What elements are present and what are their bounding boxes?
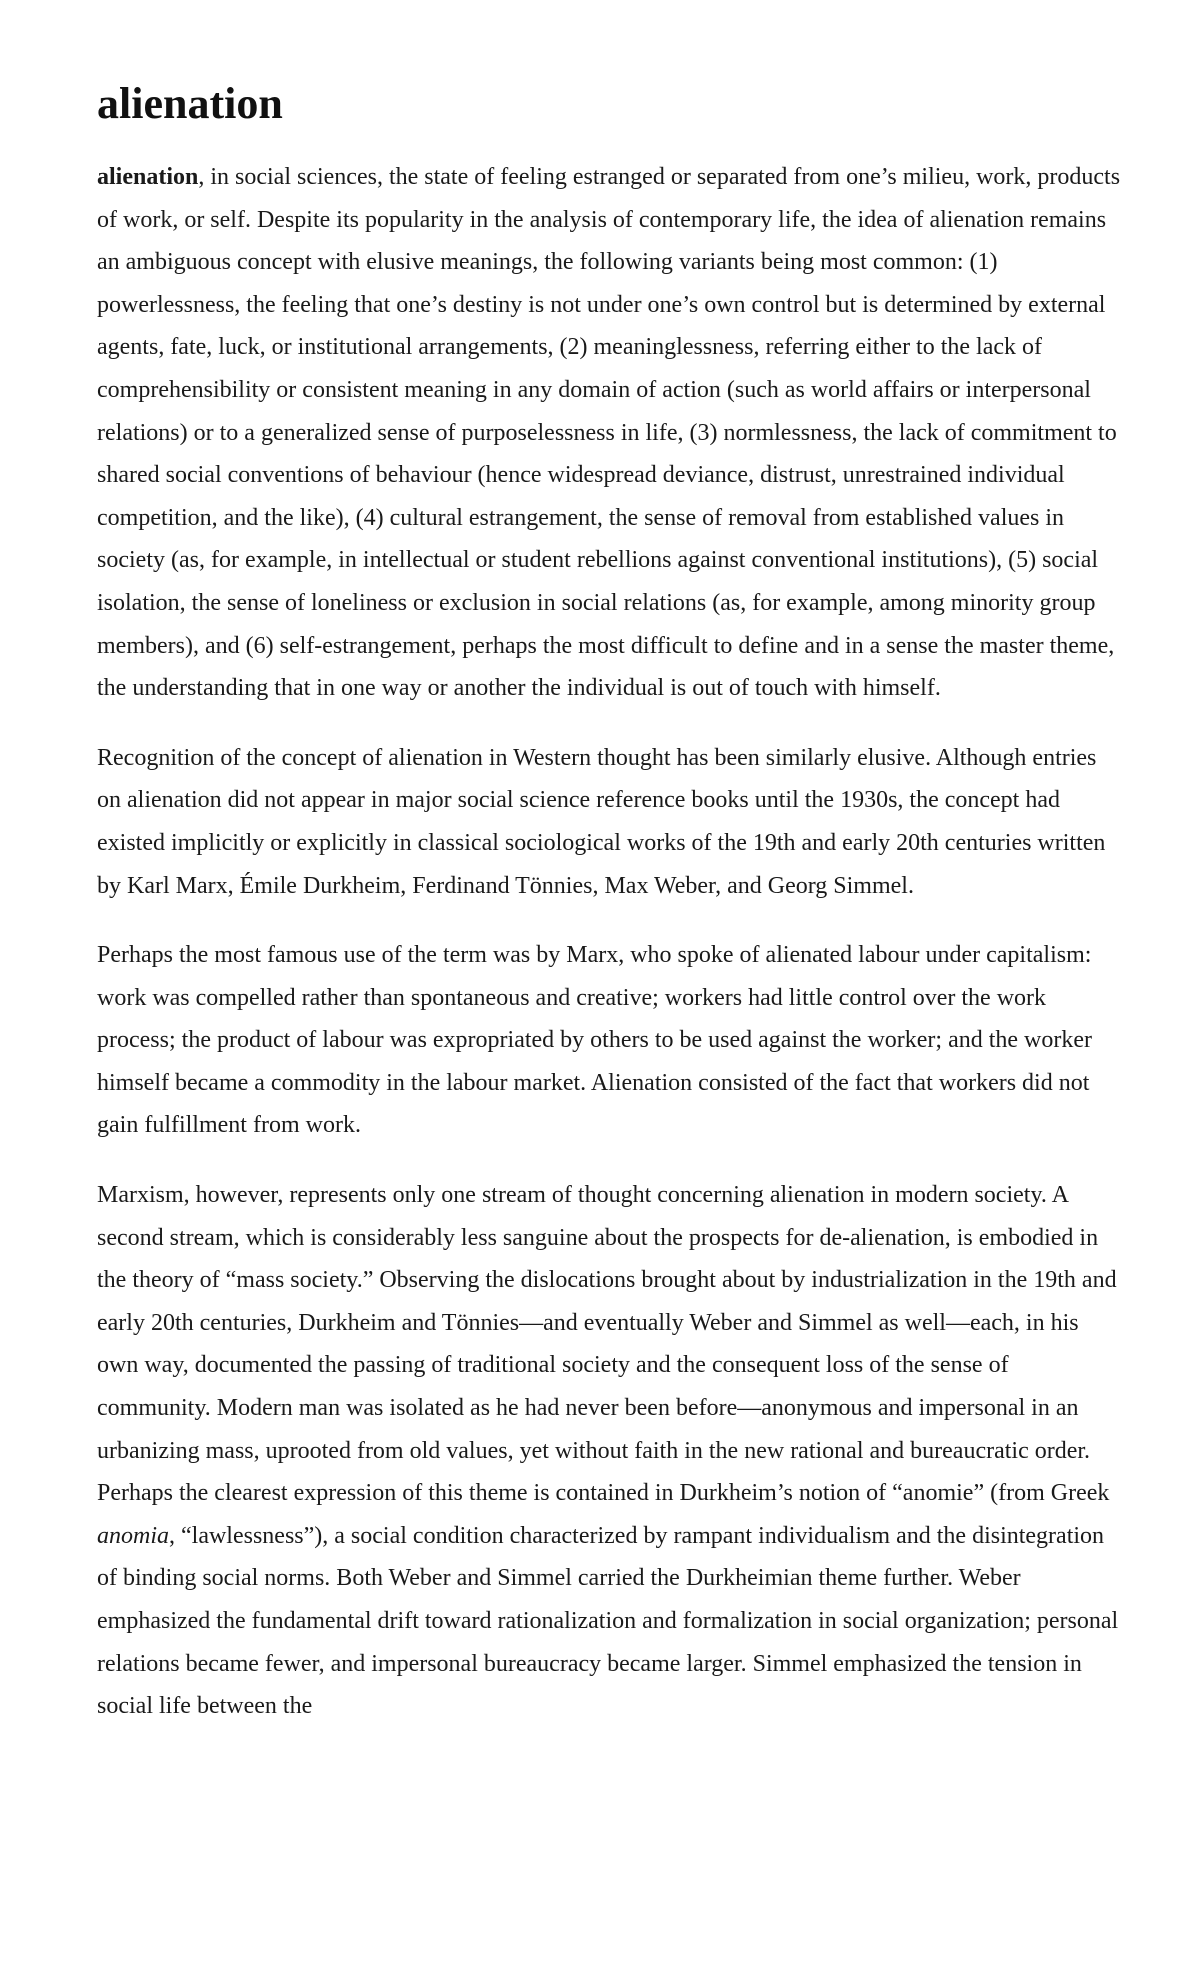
article-title: alienation (97, 79, 283, 128)
paragraph-text: , in social sciences, the state of feeling estranged or separated from one’s milieu, work, products of work, or self. Despite its popularity in the analysis of contemporary life, the idea of alienation remains an ambiguous concept with elusive meanings, the following variants being most common: (1) powerlessness, the feeling that one’s destiny is not under one’s own control but is determined by external agents, fate, luck, or institutional arrangements, (2) meaninglessness, referring either to the lack of comprehensibility or consistent meaning in any domain of action (such as world affairs or interpersonal relations) or to a generalized sense of purposelessness in life, (3) normlessness, the lack of commitment to shared social conventions of behaviour (hence widespread deviance, distrust, unrestrained individual competition, and the like), (4) cultural estrangement, the sense of removal from established values in society (as, for example, in intellectual or student rebellions against conventional institutions), (5) social isolation, the sense of loneliness or exclusion in social relations (as, for example, among minority group members), and (6) self-estrangement, perhaps the most difficult to define and in a sense the master theme, the understanding that in one way or another the individual is out of touch with himself. (97, 164, 1121, 702)
paragraph-text-before: Marxism, however, represents only one stream of thought concerning alienation in modern society. A second stream, which is considerably less sanguine about the prospects for de-alienation, is embodied in the theory of “mass society.” Observing the dislocations brought about by industrialization in the 19th and early 20th centuries, Durkheim and Tönnies—and eventually Weber and Simmel as well—each, in his own way, documented the passing of traditional society and the consequent loss of the sense of community. Modern man was isolated as he had never been before—anonymous and impersonal in an urbanizing mass, uprooted from old values, yet without faith in the new rational and bureaucratic order. Perhaps the clearest expression of this theme is contained in Durkheim’s notion of “anomie” (from Greek (97, 1182, 1117, 1507)
paragraph-mass-society (97, 1174, 1125, 1728)
paragraph-recognition: Recognition of the concept of alienation in Western thought has been similarly elusive. Although entries on alienation did not appear in major social science reference books until the 1930s, the concept had existed implicitly or explicitly in classical sociological works of the 19th and early 20th centuries written by Karl Marx, Émile Durkheim, Ferdinand Tönnies, Max Weber, and Georg Simmel. (97, 744, 1106, 899)
paragraph-text-after: , “lawlessness”), a social condition characterized by rampant individualism and the disintegration of binding social norms. Both Weber and Simmel carried the Durkheimian theme further. Weber emphasized the fundamental drift toward rationalization and formalization in social organization; personal relations became fewer, and impersonal bureaucracy became larger. Simmel emphasized the tension in social life between the (97, 1522, 1119, 1720)
paragraph-marx: Perhaps the most famous use of the term was by Marx, who spoke of alienated labour under capitalism: work was compelled rather than spontaneous and creative; workers had little control over the work process; the product of labour was expropriated by others to be used against the worker; and the worker himself became a commodity in the labour market. Alienation consisted of the fact that workers did not gain fulfillment from work. (97, 942, 1093, 1139)
italic-term: anomia (97, 1522, 169, 1549)
term-lead: alienation (97, 164, 199, 190)
paragraph-definition (97, 156, 1125, 710)
article (97, 0, 1125, 1728)
